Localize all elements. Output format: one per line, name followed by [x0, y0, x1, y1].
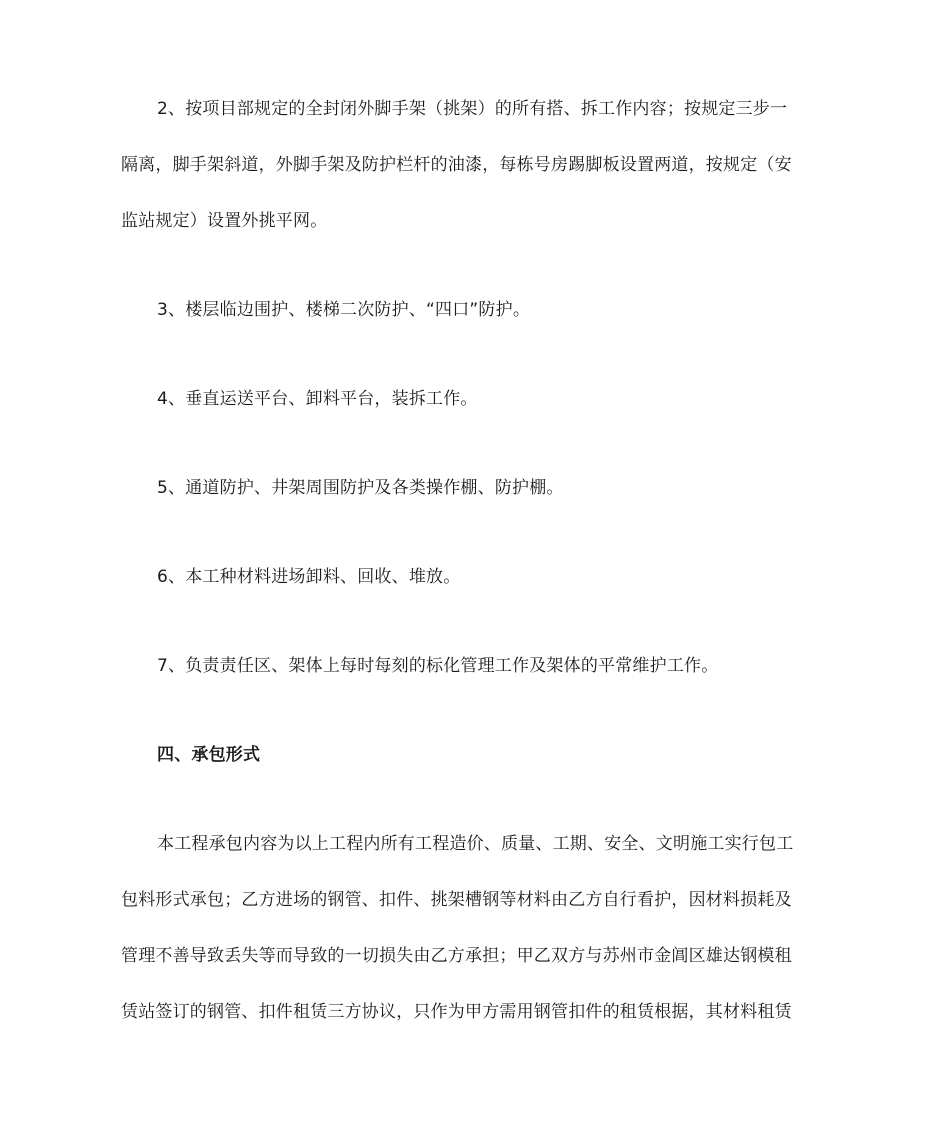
- item-4: 4、垂直运送平台、卸料平台，装拆工作。: [157, 389, 478, 409]
- section-body-line-4: 赁站签订的钢管、扣件租赁三方协议，只作为甲方需用钢管扣件的租赁根据，其材料租赁: [121, 1002, 792, 1022]
- section-body-line-1: 本工程承包内容为以上工程内所有工程造价、质量、工期、安全、文明施工实行包工: [157, 834, 794, 854]
- item-2-line-1: 2、按项目部规定的全封闭外脚手架（挑架）的所有搭、拆工作内容；按规定三步一: [157, 99, 788, 119]
- item-5: 5、通道防护、井架周围防护及各类操作棚、防护棚。: [157, 478, 564, 498]
- item-2-line-3: 监站规定）设置外挑平网。: [121, 211, 328, 231]
- section-body-line-2: 包料形式承包；乙方进场的钢管、扣件、挑架槽钢等材料由乙方自行看护，因材料损耗及: [121, 890, 792, 910]
- item-3: 3、楼层临边围护、楼梯二次防护、“四口”防护。: [157, 300, 531, 320]
- item-2-line-2: 隔离，脚手架斜道，外脚手架及防护栏杆的油漆，每栋号房踢脚板设置两道，按规定（安: [121, 155, 792, 175]
- item-7: 7、负责责任区、架体上每时每刻的标化管理工作及架体的平常维护工作。: [157, 656, 719, 676]
- section-heading: 四、承包形式: [157, 745, 261, 765]
- section-body-line-3: 管理不善导致丢失等而导致的一切损失由乙方承担；甲乙双方与苏州市金阊区雄达钢模租: [121, 946, 792, 966]
- item-6: 6、本工种材料进场卸料、回收、堆放。: [157, 567, 461, 587]
